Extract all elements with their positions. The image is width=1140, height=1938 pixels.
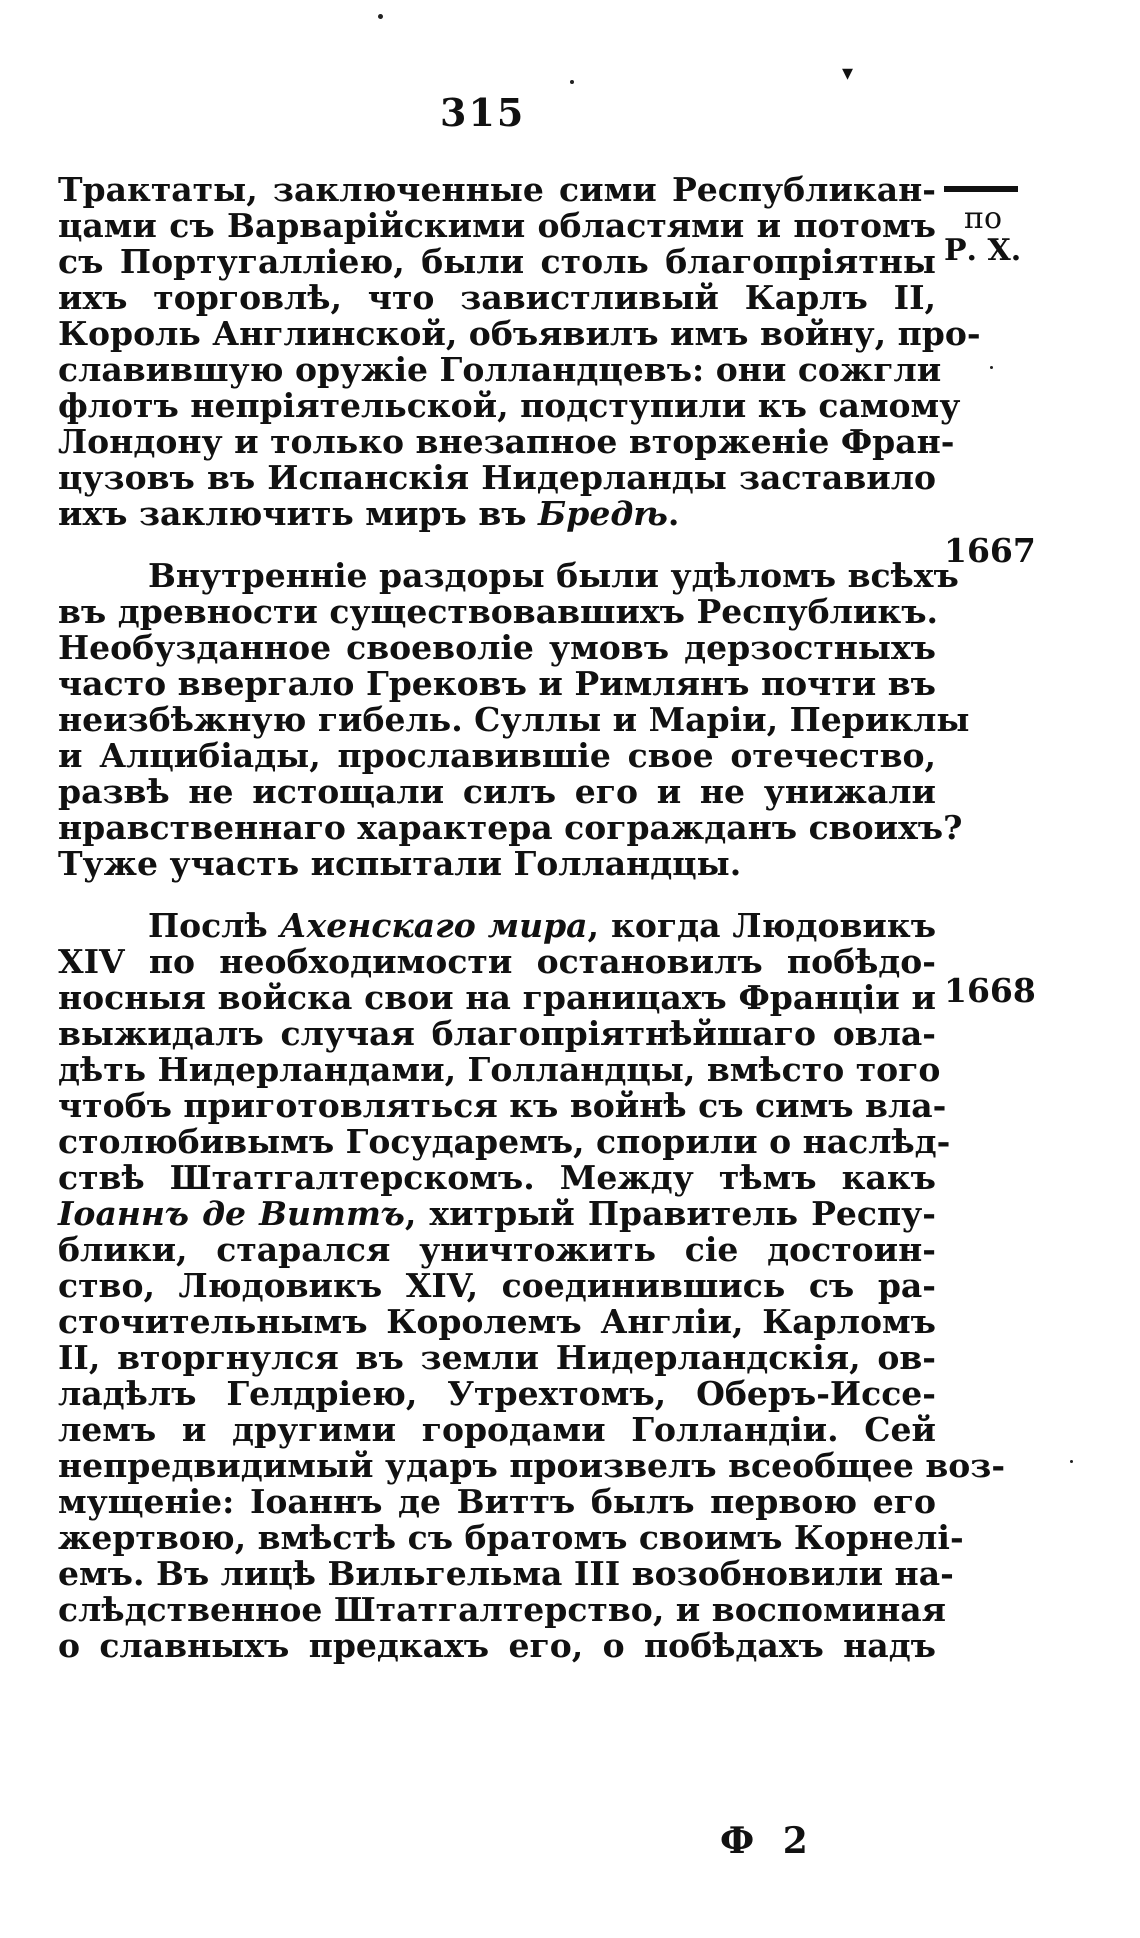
text-run: . xyxy=(667,494,680,533)
text-line: блики, старался уничтожить сіе достоин- xyxy=(58,1230,936,1269)
print-speck xyxy=(570,80,574,84)
text-line: XIV по необходимости остановилъ побѣдо- xyxy=(58,942,936,981)
text-line: непредвидимый ударъ произвелъ всеобщее воз- xyxy=(58,1446,1006,1485)
text-line: Король Англинской, объявилъ имъ войну, про- xyxy=(58,314,981,353)
text-line: цами съ Варварійскими областями и потомъ xyxy=(58,206,936,245)
margin-note-rx: Р. Х. xyxy=(944,233,1022,268)
print-speck xyxy=(990,366,993,369)
text-line: неизбѣжную гибель. Суллы и Маріи, Периклы xyxy=(58,700,970,739)
text-line: флотъ непріятельской, подступили къ самому xyxy=(58,386,961,425)
text-line: ствѣ Штатгалтерскомъ. Между тѣмъ какъ xyxy=(58,1158,936,1197)
text-line: Трактаты, заключенные сими Республикан- xyxy=(58,170,936,209)
place-name-breda: Бредѣ xyxy=(538,494,668,533)
text-line: славившую оружіе Голландцевъ: они сожгли xyxy=(58,350,942,389)
signature-mark: Ф 2 xyxy=(720,1820,816,1862)
print-speck xyxy=(1070,1460,1073,1463)
text-line: о славныхъ предкахъ его, о побѣдахъ надъ xyxy=(58,1626,936,1665)
text-line: ладѣлъ Гелдріею, Утрехтомъ, Оберъ-Иссе- xyxy=(58,1374,936,1413)
text-line: II, вторгнулся въ земли Нидерландскія, ов- xyxy=(58,1338,936,1377)
text-line: емъ. Въ лицѣ Вильгельма III возобновили на- xyxy=(58,1554,954,1593)
text-line: лемъ и другими городами Голландіи. Сей xyxy=(58,1410,936,1449)
text-line: столюбивымъ Государемъ, спорили о наслѣд- xyxy=(58,1122,951,1161)
text-line xyxy=(58,908,936,944)
printer-mark: ▾ xyxy=(842,60,854,86)
margin-year-1668: 1668 xyxy=(944,971,1036,1010)
text-line: Необузданное своеволіе умовъ дерзостныхъ xyxy=(58,628,936,667)
paragraph-1 xyxy=(58,170,981,533)
text-line xyxy=(58,496,936,532)
text-line: носныя войска свои на границахъ Франціи и xyxy=(58,978,936,1017)
text-line: ихъ торговлѣ, что завистливый Карлъ II, xyxy=(58,278,936,317)
print-speck xyxy=(378,14,383,19)
margin-rule xyxy=(944,186,1018,192)
text-run: , когда Людовикъ xyxy=(587,906,937,945)
text-line: съ Португалліею, были столь благопріятны xyxy=(58,242,936,281)
text-line: выжидалъ случая благопріятнѣйшаго овла- xyxy=(58,1014,936,1053)
text-line: въ древности существовавшихъ Республикъ. xyxy=(58,592,939,631)
text-line: дѣть Нидерландами, Голландцы, вмѣсто того xyxy=(58,1050,941,1089)
text-line: часто ввергало Грековъ и Римлянъ почти въ xyxy=(58,664,936,703)
text-run: Послѣ xyxy=(148,906,280,945)
text-line: Внутренніе раздоры были удѣломъ всѣхъ xyxy=(148,556,959,595)
text-line: слѣдственное Штатгалтерство, и воспоминая xyxy=(58,1590,947,1629)
text-line: нравственнаго характера согражданъ своихъ? xyxy=(58,808,963,847)
text-line: чтобъ приготовляться къ войнѣ съ симъ вла- xyxy=(58,1086,947,1125)
treaty-name: Ахенскаго мира xyxy=(279,906,588,945)
text-line: развѣ не истощали силъ его и не унижали xyxy=(58,772,936,811)
text-line: Лондону и только внезапное вторженіе Фран- xyxy=(58,422,955,461)
text-run: , хитрый Правитель Респу- xyxy=(404,1194,936,1233)
text-line: Туже участь испытали Голландцы. xyxy=(58,844,742,883)
text-run: ихъ заключить миръ въ xyxy=(58,494,539,533)
text-line: и Алцибіады, прославившіе свое отечество, xyxy=(58,736,936,775)
text-line xyxy=(58,1196,936,1232)
page-number: 315 xyxy=(440,90,526,135)
paragraph-2 xyxy=(58,556,970,883)
text-line: жертвою, вмѣстѣ съ братомъ своимъ Корнелі- xyxy=(58,1518,964,1557)
margin-note-po: по xyxy=(964,201,1003,236)
text-line: сточительнымъ Королемъ Англіи, Карломъ xyxy=(58,1302,936,1341)
text-line: мущеніе: Іоаннъ де Виттъ былъ первою его xyxy=(58,1482,936,1521)
margin-year-1667: 1667 xyxy=(944,531,1036,570)
person-name: Іоаннъ де Виттъ xyxy=(58,1194,405,1233)
text-line: цузовъ въ Испанскія Нидерланды заставило xyxy=(58,458,936,497)
text-line: ство, Людовикъ XIV, соединившись съ ра- xyxy=(58,1266,936,1305)
